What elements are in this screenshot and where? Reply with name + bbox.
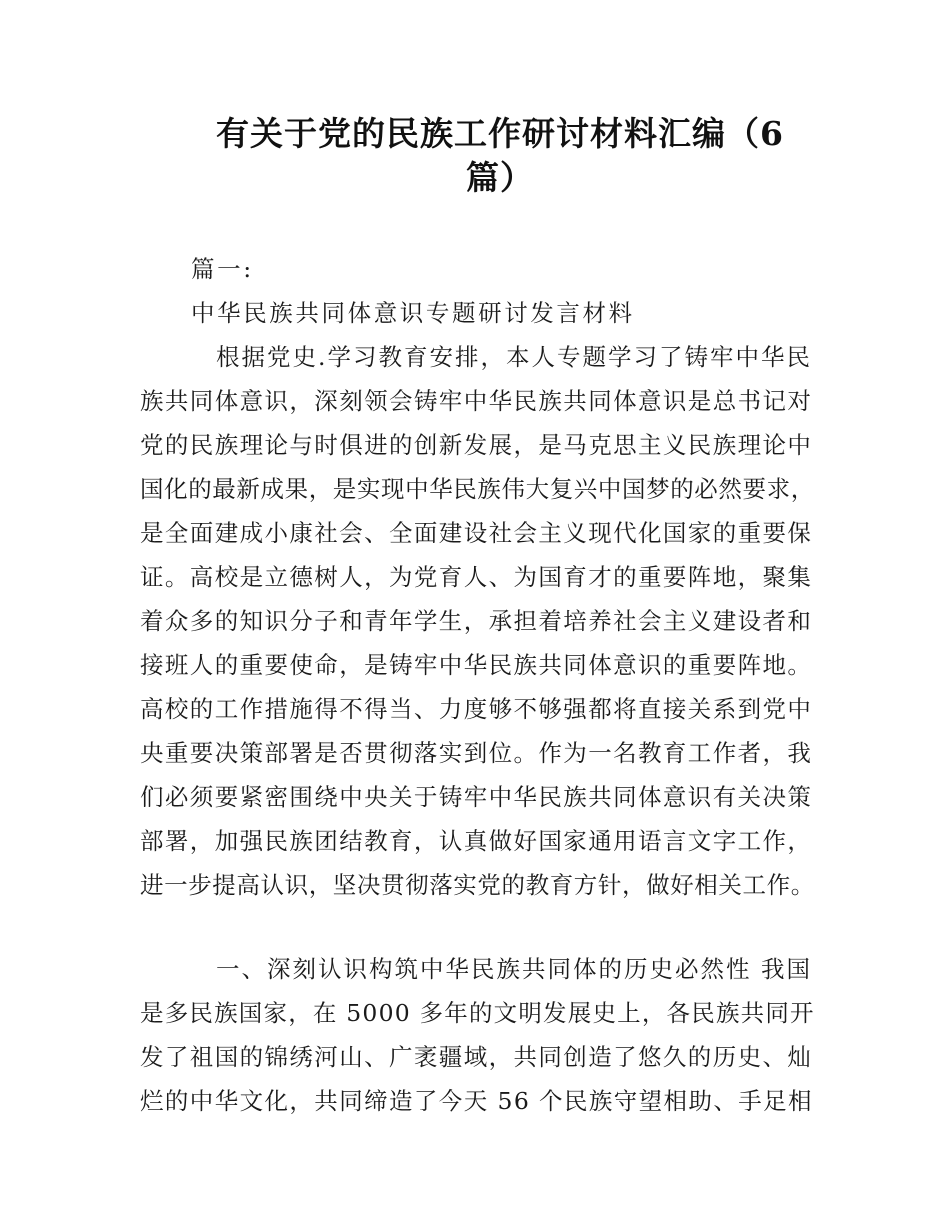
paragraph-line: 进一步提高认识，坚决贯彻落实党的教育方针，做好相关工作。 (140, 871, 815, 899)
paragraph-line: 部署，加强民族团结教育，认真做好国家通用语言文字工作， (140, 827, 813, 855)
title-line-1: 有关于党的民族工作研讨材料汇编（6 (216, 114, 784, 153)
paragraph-line: 接班人的重要使命，是铸牢中华民族共同体意识的重要阵地。 (140, 651, 813, 679)
paragraph-line: 央重要决策部署是否贯彻落实到位。作为一名教育工作者，我 (140, 739, 813, 767)
paragraph-line: 发了祖国的锦绣河山、广袤疆域，共同创造了悠久的历史、灿 (140, 1043, 813, 1071)
paragraph-line: 党的民族理论与时俱进的创新发展，是马克思主义民族理论中 (140, 431, 813, 459)
paragraph-line: 国化的最新成果，是实现中华民族伟大复兴中国梦的必然要求， (140, 475, 815, 503)
paragraph-line: 们必须要紧密围绕中央关于铸牢中华民族共同体意识有关决策 (140, 783, 813, 811)
section-subtitle: 中华民族共同体意识专题研讨发言材料 (191, 299, 635, 327)
paragraph-line: 高校的工作措施得不得当、力度够不够强都将直接关系到党中 (140, 695, 813, 723)
paragraph-line: 根据党史.学习教育安排，本人专题学习了铸牢中华民 (216, 343, 812, 371)
paragraph-line: 一、深刻认识构筑中华民族共同体的历史必然性 我国 (216, 955, 812, 983)
paragraph-line: 烂的中华文化，共同缔造了今天 56 个民族守望相助、手足相 (140, 1087, 813, 1115)
paragraph-line: 是全面建成小康社会、全面建设社会主义现代化国家的重要保 (140, 519, 813, 547)
section-label: 篇一: (191, 255, 254, 283)
title-line-2: 篇） (466, 158, 534, 197)
paragraph-line: 着众多的知识分子和青年学生，承担着培养社会主义建设者和 (140, 607, 813, 635)
document-title (140, 112, 860, 200)
paragraph-line: 族共同体意识，深刻领会铸牢中华民族共同体意识是总书记对 (140, 387, 813, 415)
paragraph-line: 是多民族国家，在 5000 多年的文明发展史上，各民族共同开 (140, 999, 815, 1027)
paragraph-line: 证。高校是立德树人，为党育人、为国育才的重要阵地，聚集 (140, 563, 813, 591)
